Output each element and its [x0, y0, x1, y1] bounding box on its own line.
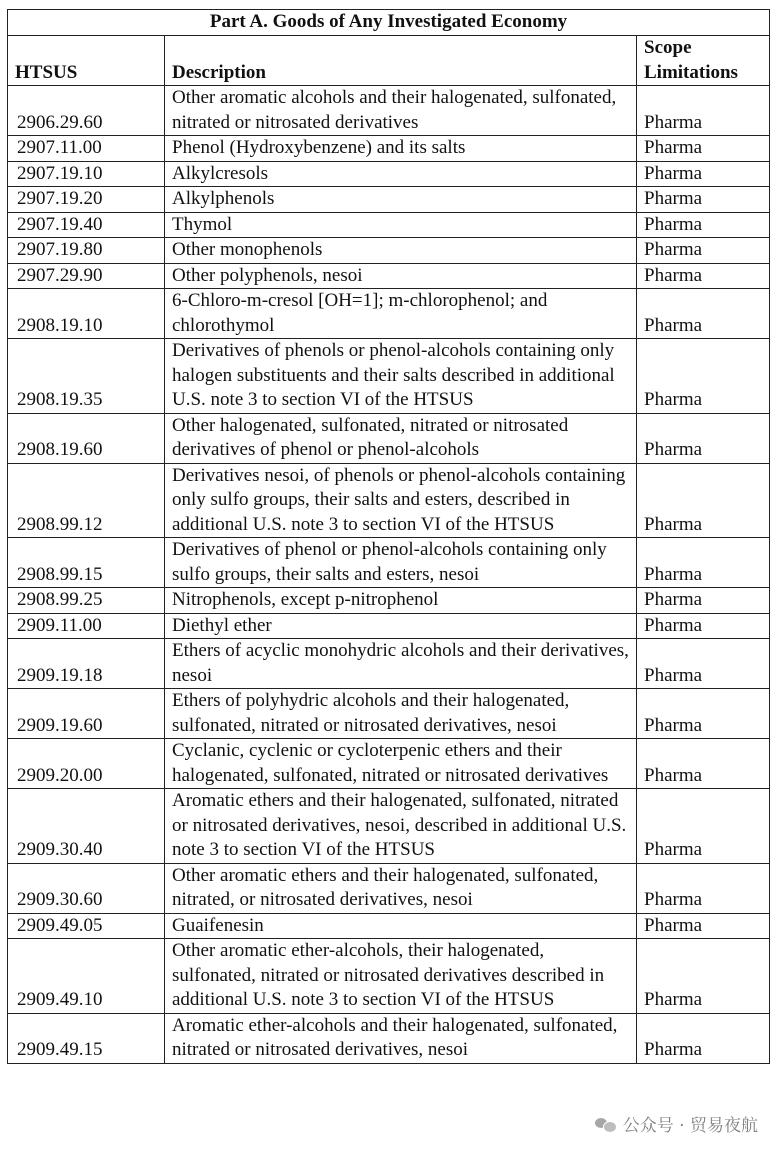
htsus-code: 2908.99.25 [8, 588, 165, 614]
header-description: Description [165, 36, 637, 86]
description-cell: Diethyl ether [165, 613, 637, 639]
description-cell: Ethers of polyhydric alcohols and their halogenated, sulfonated, nitrated or nitrosated derivatives, nesoi [165, 689, 637, 739]
scope-cell: Pharma [637, 789, 770, 864]
table-row [8, 413, 770, 463]
header-row [8, 36, 770, 86]
description-cell: Thymol [165, 212, 637, 238]
htsus-code: 2908.99.15 [8, 538, 165, 588]
description-cell: Other polyphenols, nesoi [165, 263, 637, 289]
description-cell: Alkylcresols [165, 161, 637, 187]
htsus-code: 2909.30.60 [8, 863, 165, 913]
table-row [8, 238, 770, 264]
table-row [8, 789, 770, 864]
table-title: Part A. Goods of Any Investigated Economy [8, 10, 770, 36]
htsus-code: 2908.19.60 [8, 413, 165, 463]
table-row [8, 739, 770, 789]
table-row [8, 689, 770, 739]
description-cell: Ethers of acyclic monohydric alcohols and their derivatives, nesoi [165, 639, 637, 689]
scope-cell: Pharma [637, 639, 770, 689]
scope-cell: Pharma [637, 739, 770, 789]
description-cell: Other monophenols [165, 238, 637, 264]
table-row [8, 463, 770, 538]
description-cell: Derivatives of phenol or phenol-alcohols containing only sulfo groups, their salts and esters, nesoi [165, 538, 637, 588]
description-cell: Derivatives of phenols or phenol-alcohols containing only halogen substituents and their salts described in additional U.S. note 3 to section VI of the HTSUS [165, 339, 637, 414]
scope-cell: Pharma [637, 289, 770, 339]
description-cell: Cyclanic, cyclenic or cycloterpenic ethers and their halogenated, sulfonated, nitrated or nitrosated derivatives [165, 739, 637, 789]
table-title-row [8, 10, 770, 36]
description-cell: Aromatic ether-alcohols and their halogenated, sulfonated, nitrated or nitrosated derivatives, nesoi [165, 1013, 637, 1063]
table-row [8, 136, 770, 162]
header-scope [637, 36, 770, 86]
table-row [8, 339, 770, 414]
description-cell: Nitrophenols, except p-nitrophenol [165, 588, 637, 614]
description-cell: Other halogenated, sulfonated, nitrated or nitrosated derivatives of phenol or phenol-alcohols [165, 413, 637, 463]
htsus-code: 2909.49.10 [8, 939, 165, 1014]
htsus-code: 2909.19.60 [8, 689, 165, 739]
description-cell: Aromatic ethers and their halogenated, sulfonated, nitrated or nitrosated derivatives, nesoi, described in additional U.S. note 3 to section VI of the HTSUS [165, 789, 637, 864]
scope-cell: Pharma [637, 212, 770, 238]
scope-cell: Pharma [637, 161, 770, 187]
htsus-code: 2907.11.00 [8, 136, 165, 162]
htsus-code: 2907.19.40 [8, 212, 165, 238]
scope-cell: Pharma [637, 136, 770, 162]
scope-cell: Pharma [637, 588, 770, 614]
table-row [8, 161, 770, 187]
header-scope-line1: Scope [644, 37, 692, 58]
header-htsus: HTSUS [8, 36, 165, 86]
table-row [8, 588, 770, 614]
table-row [8, 263, 770, 289]
htsus-code: 2909.20.00 [8, 739, 165, 789]
description-cell: Derivatives nesoi, of phenols or phenol-alcohols containing only sulfo groups, their salts and esters, described in additional U.S. note 3 to section VI of the HTSUS [165, 463, 637, 538]
scope-cell: Pharma [637, 263, 770, 289]
table-row [8, 1013, 770, 1063]
htsus-code: 2909.49.05 [8, 913, 165, 939]
htsus-code: 2908.19.35 [8, 339, 165, 414]
htsus-code: 2909.11.00 [8, 613, 165, 639]
description-cell: Guaifenesin [165, 913, 637, 939]
scope-cell: Pharma [637, 413, 770, 463]
scope-cell: Pharma [637, 689, 770, 739]
table-row [8, 939, 770, 1014]
watermark-text: 公众号 · 贸易夜航 [622, 1116, 758, 1136]
wechat-icon [595, 1116, 617, 1132]
description-cell: 6-Chloro-m-cresol [OH=1]; m-chlorophenol; and chlorothymol [165, 289, 637, 339]
htsus-code: 2907.19.20 [8, 187, 165, 213]
table-row [8, 86, 770, 136]
htsus-code: 2907.19.80 [8, 238, 165, 264]
description-cell: Other aromatic alcohols and their halogenated, sulfonated, nitrated or nitrosated derivatives [165, 86, 637, 136]
scope-cell: Pharma [637, 463, 770, 538]
description-cell: Other aromatic ether-alcohols, their halogenated, sulfonated, nitrated or nitrosated derivatives described in additional U.S. note 3 to section VI of the HTSUS [165, 939, 637, 1014]
table-row [8, 187, 770, 213]
description-cell: Phenol (Hydroxybenzene) and its salts [165, 136, 637, 162]
table-row [8, 538, 770, 588]
scope-cell: Pharma [637, 538, 770, 588]
scope-cell: Pharma [637, 613, 770, 639]
scope-cell: Pharma [637, 1013, 770, 1063]
htsus-code: 2907.29.90 [8, 263, 165, 289]
htsus-code: 2909.49.15 [8, 1013, 165, 1063]
scope-cell: Pharma [637, 939, 770, 1014]
scope-cell: Pharma [637, 238, 770, 264]
scope-cell: Pharma [637, 913, 770, 939]
description-cell: Alkylphenols [165, 187, 637, 213]
table-row [8, 212, 770, 238]
table-row [8, 639, 770, 689]
table-row [8, 863, 770, 913]
table-body [8, 86, 770, 1064]
goods-table [7, 9, 770, 1064]
watermark [595, 1111, 758, 1136]
scope-cell: Pharma [637, 339, 770, 414]
htsus-code: 2909.19.18 [8, 639, 165, 689]
scope-cell: Pharma [637, 187, 770, 213]
description-cell: Other aromatic ethers and their halogenated, sulfonated, nitrated, or nitrosated derivatives, nesoi [165, 863, 637, 913]
htsus-code: 2908.99.12 [8, 463, 165, 538]
scope-cell: Pharma [637, 86, 770, 136]
htsus-code: 2906.29.60 [8, 86, 165, 136]
htsus-code: 2909.30.40 [8, 789, 165, 864]
table-row [8, 613, 770, 639]
table-row [8, 289, 770, 339]
header-scope-line2: Limitations [644, 61, 738, 83]
htsus-code: 2908.19.10 [8, 289, 165, 339]
table-row [8, 913, 770, 939]
scope-cell: Pharma [637, 863, 770, 913]
htsus-code: 2907.19.10 [8, 161, 165, 187]
